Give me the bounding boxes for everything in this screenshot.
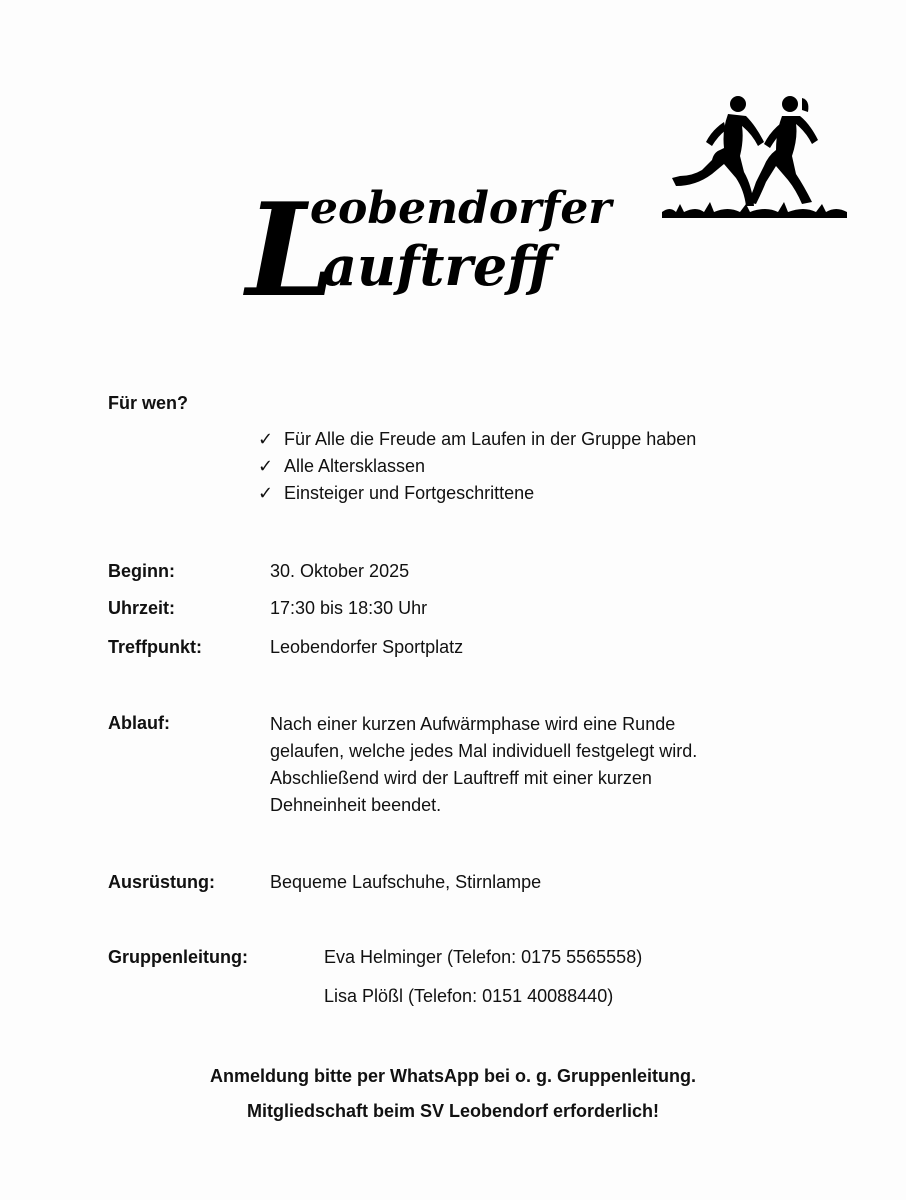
audience-label: Für wen?	[108, 393, 188, 413]
leaders-label: Gruppenleitung:	[108, 947, 248, 967]
start-value: 30. Oktober 2025	[270, 561, 410, 581]
procedure-line-2: gelaufen, welche jedes Mal individuell festgelegt wird.	[270, 741, 698, 761]
title-logo-graphic	[210, 165, 630, 326]
place-label: Treffpunkt:	[108, 637, 202, 657]
time-label: Uhrzeit:	[108, 598, 175, 618]
procedure-line-3: Abschließend wird der Lauftreff mit einer kurzen	[270, 768, 652, 788]
procedure-line-1: Nach einer kurzen Aufwärmphase wird eine Runde	[270, 714, 676, 734]
title-logo	[210, 165, 630, 326]
place-value: Leobendorfer Sportplatz	[270, 637, 464, 657]
audience-item-1: Für Alle die Freude am Laufen in der Gruppe haben	[284, 429, 697, 449]
equipment-value: Bequeme Laufschuhe, Stirnlampe	[270, 872, 542, 892]
list-item	[258, 453, 696, 480]
start-label: Beginn:	[108, 561, 175, 581]
footer-line-1: Anmeldung bitte per WhatsApp bei o. g. Gruppenleitung.	[210, 1066, 696, 1086]
list-item	[258, 426, 696, 453]
check-icon: ✓	[258, 483, 274, 503]
title-line-1: eobendorfer	[310, 183, 612, 234]
procedure-line-4: Dehneinheit beendet.	[270, 795, 442, 815]
audience-item-2: Alle Altersklassen	[284, 456, 426, 476]
title-initial: L	[246, 176, 336, 326]
runners-silhouette-icon	[662, 90, 847, 222]
check-icon: ✓	[258, 456, 274, 476]
time-value: 17:30 bis 18:30 Uhr	[270, 598, 428, 618]
procedure-label: Ablauf:	[108, 713, 170, 733]
leader-1: Eva Helminger (Telefon: 0175 5565558)	[324, 947, 643, 967]
title-line-2: auftreff	[322, 234, 552, 298]
audience-item-3: Einsteiger und Fortgeschrittene	[284, 483, 535, 503]
list-item	[258, 480, 696, 507]
equipment-label: Ausrüstung:	[108, 872, 215, 892]
check-icon: ✓	[258, 429, 274, 449]
footer-line-2: Mitgliedschaft beim SV Leobendorf erforderlich!	[246, 1101, 660, 1121]
leader-2: Lisa Plößl (Telefon: 0151 40088440)	[324, 986, 614, 1006]
audience-list	[258, 426, 696, 507]
procedure-text	[270, 711, 810, 819]
